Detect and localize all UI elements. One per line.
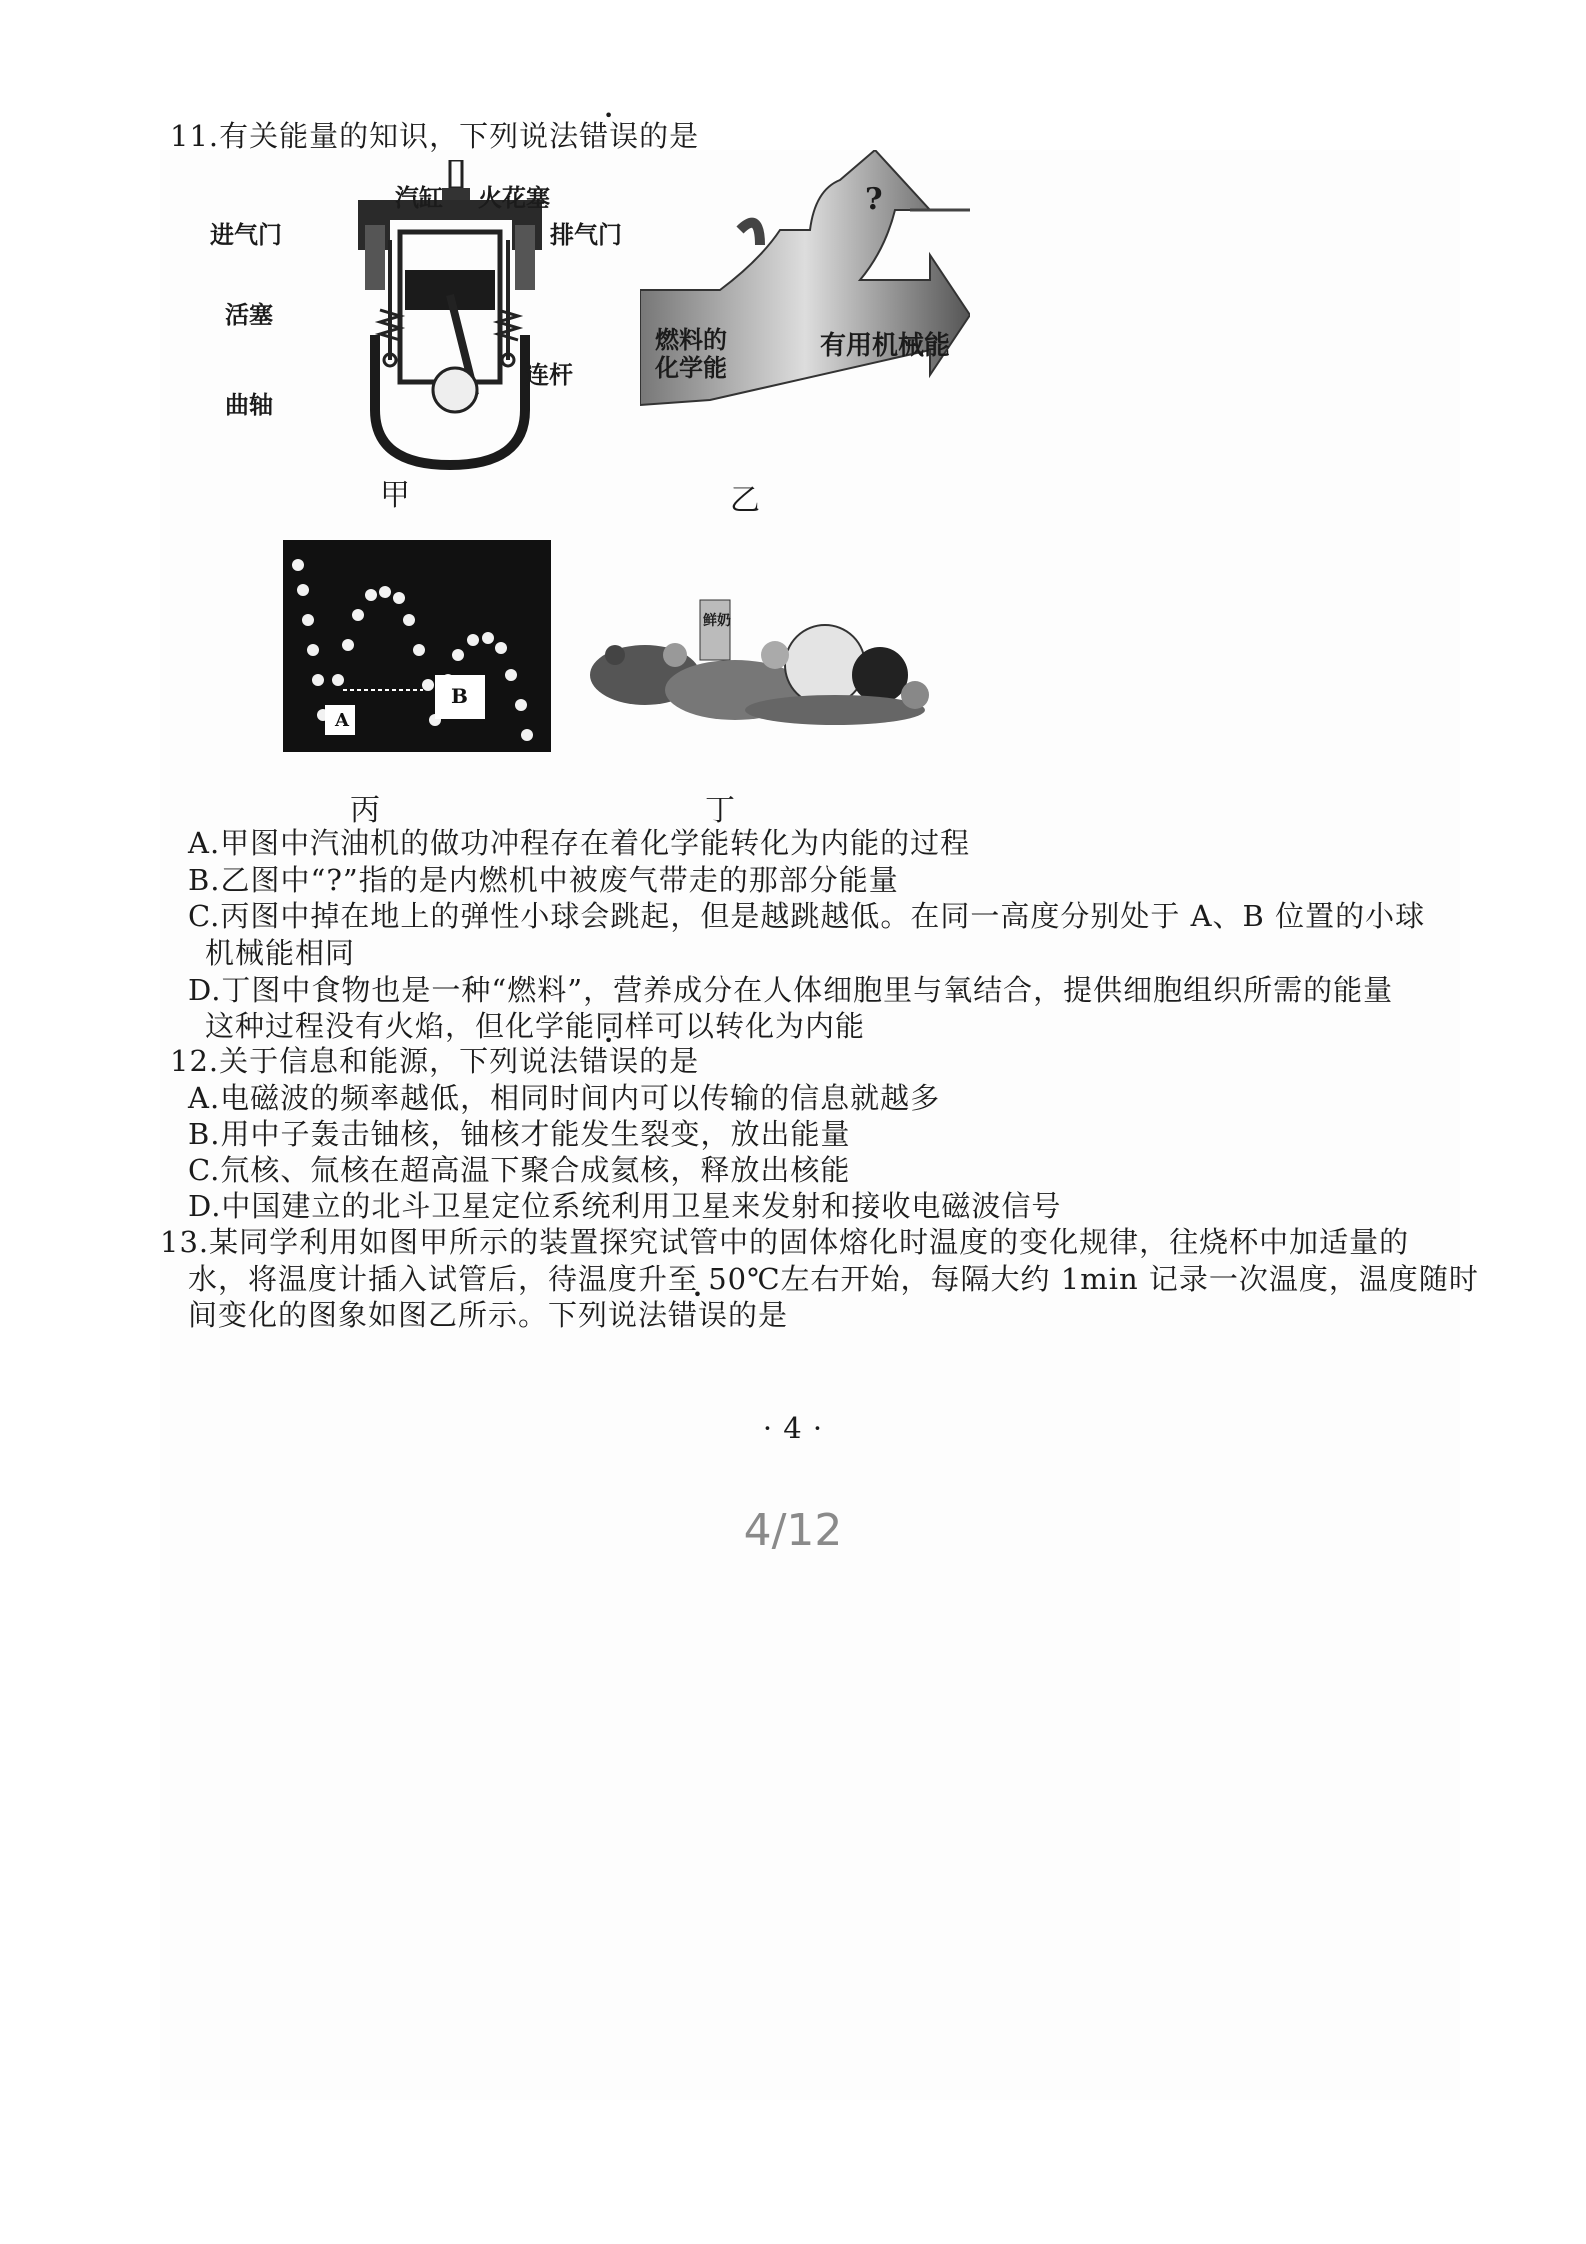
q12-stem (170, 1043, 699, 1079)
energy-flow-diagram (640, 150, 970, 415)
exhaust-port (515, 225, 535, 290)
label-piston: 活塞 (225, 300, 273, 329)
q12-stem-suffix: 的是 (639, 1044, 700, 1078)
q13-stem-line3 (188, 1297, 788, 1333)
label-fuel-chemical-energy-2: 化学能 (655, 353, 727, 382)
q12-option-b: B.用中子轰击铀核，铀核才能发生裂变，放出能量 (188, 1117, 851, 1151)
crank-wheel (433, 368, 477, 412)
page-number: · 4 · (762, 1411, 824, 1445)
q11-option-c-line1: C.丙图中掉在地上的弹性小球会跳起，但是越跳越低。在同一高度分别处于 A、B 位置的小球 (188, 899, 1426, 933)
q11-option-c-line2: 机械能相同 (205, 936, 356, 970)
engine-diagram (210, 160, 622, 480)
milk-carton (700, 600, 730, 660)
intake-spring (380, 310, 400, 340)
bouncing-ball-photo (283, 540, 551, 752)
label-connecting-rod: 连杆 (525, 360, 573, 389)
label-crankshaft: 曲轴 (225, 390, 273, 419)
q13-stem-suffix: 的是 (728, 1298, 789, 1332)
label-a: A (335, 710, 349, 731)
intake-port (365, 225, 385, 290)
q12-option-c: C.氘核、氚核在超高温下聚合成氦核，释放出核能 (188, 1153, 851, 1187)
caption-bing: 丙 (350, 793, 380, 828)
q11-option-d-line2: 这种过程没有火焰，但化学能同样可以转化为内能 (205, 1009, 866, 1043)
q11-option-d-line1: D.丁图中食物也是一种“燃料”，营养成分在人体细胞里与氧结合，提供细胞组织所需的能量 (188, 973, 1394, 1007)
q13-stem-line1: 13.某同学利用如图甲所示的装置探究试管中的固体熔化时温度的变化规律，往烧杯中加适量的 (160, 1225, 1410, 1259)
label-cylinder: 汽缸 (395, 183, 443, 212)
page-indicator: 4/12 (743, 1505, 843, 1556)
caption-yi: 乙 (730, 483, 760, 518)
label-spark-plug: 火花塞 (478, 183, 550, 212)
q12-option-d: D.中国建立的北斗卫星定位系统利用卫星来发射和接收电磁波信号 (188, 1189, 1062, 1223)
food-drawing (585, 595, 940, 730)
q12-option-a: A.电磁波的频率越低，相同时间内可以传输的信息就越多 (188, 1081, 941, 1115)
q13-stem-line2: 水，将温度计插入试管后，待温度升至 50℃左右开始，每隔大约 1min 记录一次温度，温度随时 (188, 1262, 1479, 1296)
q11-option-b: B.乙图中“?”指的是内燃机中被废气带走的那部分能量 (188, 863, 899, 897)
food-pile-front (745, 695, 925, 725)
loss-branch (740, 223, 760, 245)
spark-plug-top (450, 160, 462, 188)
label-b: B (451, 684, 468, 708)
q13-stem-text: 间变化的图象如图乙所示。下列说法 (188, 1298, 669, 1332)
q11-option-a: A.甲图中汽油机的做功冲程存在着化学能转化为内能的过程 (188, 826, 971, 860)
q13-emphasis: 错误 (668, 1298, 729, 1332)
dark-fruit (852, 647, 908, 703)
label-fuel-chemical-energy-1: 燃料的 (655, 325, 727, 354)
food-photo (585, 595, 940, 730)
q11-stem-suffix: 的是 (639, 119, 700, 153)
q12-emphasis: 错误 (579, 1044, 640, 1078)
q11-stem-text: 11.有关能量的知识，下列说法 (170, 119, 580, 153)
caption-ding: 丁 (705, 793, 735, 828)
q11-stem (170, 118, 699, 154)
label-intake-valve: 进气门 (210, 220, 282, 249)
engine-drawing (280, 160, 610, 480)
melon (785, 625, 865, 705)
q12-stem-text: 12.关于信息和能源，下列说法 (170, 1044, 580, 1078)
question-mark: ? (865, 182, 883, 217)
label-useful-mechanical-energy: 有用机械能 (820, 331, 951, 361)
label-milk-carton: 鲜奶 (703, 613, 731, 629)
caption-jia: 甲 (380, 478, 410, 513)
bouncing-ball-drawing (283, 540, 551, 752)
q11-emphasis: 错误 (579, 119, 640, 153)
label-exhaust-valve: 排气门 (550, 220, 622, 249)
